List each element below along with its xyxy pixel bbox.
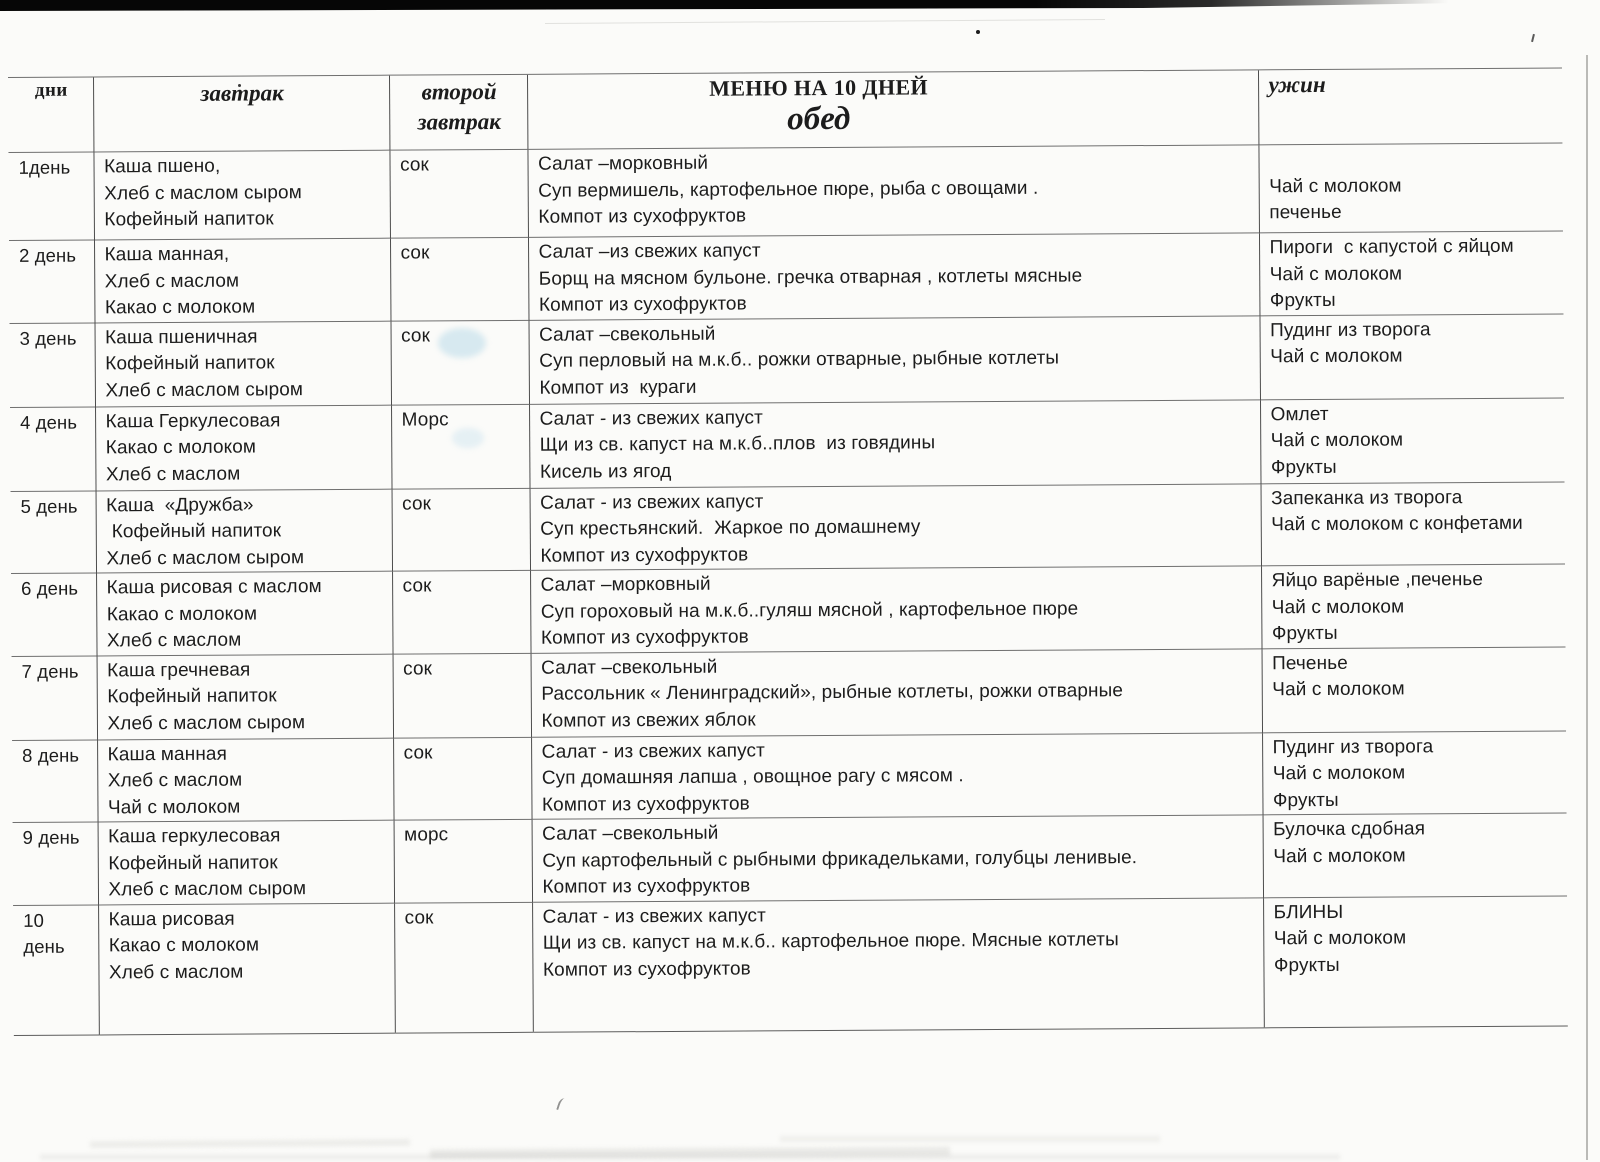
menu-line: Фрукты — [1272, 789, 1339, 811]
menu-line: Чай с молоком — [1269, 174, 1402, 197]
menu-main-title: МЕНЮ НА 10 ДНЕЙ — [709, 74, 929, 101]
day-cell — [13, 822, 99, 905]
second-breakfast-cell — [392, 570, 531, 653]
menu-line: Хлеб с маслом — [106, 629, 242, 652]
menu-line: Печенье — [1272, 652, 1348, 674]
menu-line: Кофейный напиток — [108, 851, 278, 874]
menu-line: Каша рисовая с маслом — [106, 576, 322, 599]
dinner-cell — [1261, 564, 1565, 648]
column-header-second-breakfast: второй завтрак — [389, 74, 527, 150]
menu-line: Хлеб с маслом — [108, 961, 244, 983]
menu-line: Компот из свежих яблок — [541, 708, 756, 732]
scan-bottom-smudge — [90, 1139, 410, 1148]
menu-line: Каша пшеничная — [105, 325, 258, 348]
menu-line: Компот из сухофруктов — [540, 626, 749, 649]
scan-speck-artifact — [976, 30, 980, 34]
menu-line: Пироги с капустой с яйцом — [1269, 235, 1514, 259]
menu-line: Салат - из свежих капуст — [540, 490, 764, 514]
scan-speck-artifact — [1531, 34, 1535, 42]
scan-page-edge-line — [1586, 55, 1588, 1160]
dinner-cell — [1262, 646, 1567, 732]
menu-line: Каша геркулесовая — [108, 825, 281, 848]
menu-line: Кофейный напиток — [104, 208, 274, 231]
menu-line: Компот из сухофруктов — [538, 293, 747, 316]
menu-line: Суп домашняя лапша , овощное рагу с мясом . — [541, 765, 964, 789]
lunch-cell — [532, 815, 1263, 902]
menu-line: Компот из сухофруктов — [538, 205, 747, 228]
menu-line: Каша Геркулесовая — [105, 409, 281, 432]
menu-line: Чай с молоком — [1271, 595, 1405, 618]
second-breakfast-cell — [392, 488, 531, 571]
menu-line: Каша манная, — [104, 243, 230, 266]
menu-line: сок — [399, 154, 430, 176]
menu-line: Кофейный напиток — [107, 685, 277, 708]
menu-line: сок — [401, 324, 431, 347]
dinner-cell — [1259, 231, 1563, 315]
menu-line: Чай с молоком — [107, 796, 241, 818]
day-cell — [13, 904, 99, 1035]
menu-line: Фрукты — [1273, 954, 1340, 976]
lunch-cell — [530, 483, 1261, 570]
menu-line: 9 день — [22, 826, 80, 848]
menu-line: сок — [402, 575, 432, 597]
day-cell — [11, 573, 97, 656]
menu-line: Кофейный напиток — [106, 520, 282, 543]
menu-line: Какао с молоком — [106, 602, 258, 625]
second-breakfast-cell — [394, 902, 533, 1033]
menu-line: Суп крестьянский. Жаркое по домашнему — [540, 516, 921, 540]
breakfast-cell — [95, 321, 392, 407]
menu-line: 3 день — [19, 327, 77, 349]
menu-line: 1день — [18, 156, 71, 178]
menu-line: Булочка сдобная — [1273, 818, 1426, 841]
breakfast-cell — [98, 820, 394, 904]
menu-line: Хлеб с маслом сыром — [104, 181, 302, 204]
menu-line: Компот из сухофруктов — [542, 957, 751, 981]
menu-line: Салат - из свежих капуст — [542, 904, 766, 928]
menu-line: Чай с молоком — [1272, 678, 1405, 701]
menu-line: печенье — [1269, 201, 1342, 224]
second-breakfast-cell — [393, 737, 532, 820]
lunch-cell — [531, 732, 1262, 819]
menu-line: Какао с молоком — [104, 296, 256, 319]
menu-line: Каша манная — [107, 743, 227, 765]
menu-line: Хлеб с маслом сыром — [107, 711, 306, 734]
menu-line: Щи из св. капуст на м.к.б..плов из говядины — [539, 432, 936, 456]
menu-line: Чай с молоком — [1270, 345, 1403, 368]
menu-line: Хлеб с маслом — [105, 463, 241, 485]
menu-line: 8 день — [22, 744, 80, 766]
dinner-cell — [1261, 481, 1565, 565]
second-breakfast-cell — [390, 320, 529, 405]
menu-line: 6 день — [21, 577, 79, 599]
lunch-cell — [529, 399, 1260, 487]
menu-line: Суп гороховый на м.к.б..гуляш мясной , картофельное пюре — [540, 597, 1079, 623]
day-cell — [11, 490, 97, 573]
second-breakfast-cell — [390, 237, 529, 320]
menu-line: Хлеб с маслом — [107, 769, 243, 792]
menu-row — [13, 895, 1568, 1034]
breakfast-cell — [97, 654, 394, 740]
menu-line: Пудинг из творога — [1272, 735, 1434, 758]
menu-row — [13, 813, 1567, 905]
menu-line: Чай с молоком — [1270, 429, 1404, 452]
lunch-cell — [532, 897, 1264, 1031]
menu-line: Салат - из свежих капуст — [541, 739, 765, 763]
menu-line: Какао с молоком — [108, 934, 260, 957]
second-breakfast-cell — [389, 149, 528, 238]
breakfast-cell — [97, 738, 393, 822]
menu-row — [12, 730, 1566, 822]
menu-line: Салат –свекольный — [541, 656, 718, 679]
menu-line: 5 день — [20, 495, 78, 517]
menu-line: Яйцо варёные ,печенье — [1271, 568, 1484, 592]
menu-line: Пудинг из творога — [1270, 318, 1431, 341]
menu-line: Каша «Дружба» — [106, 494, 254, 516]
menu-line: Хлеб с маслом сыром — [108, 878, 307, 901]
menu-line: Фрукты — [1270, 456, 1337, 478]
column-header-dinner: ужин — [1258, 68, 1562, 145]
menu-line: морс — [404, 824, 449, 846]
menu-line: Щи из св. капуст на м.к.б.. картофельное пюре. Мясные котлеты — [542, 929, 1119, 954]
menu-line: Борщ на мясном бульоне. гречка отварная , котлеты мясные — [538, 264, 1083, 290]
day-cell — [12, 739, 98, 822]
breakfast-cell — [93, 150, 390, 240]
day-cell — [8, 152, 94, 241]
menu-line: Компот из сухофруктов — [542, 875, 751, 898]
menu-line: Хлеб с маслом — [104, 270, 240, 292]
menu-line: Салат –свекольный — [539, 323, 716, 346]
menu-row — [11, 564, 1565, 656]
breakfast-cell — [94, 238, 390, 322]
menu-row — [10, 398, 1564, 491]
menu-row — [8, 143, 1563, 240]
second-breakfast-cell — [394, 819, 533, 902]
menu-line: Компот из кураги — [539, 376, 697, 399]
menu-line: Хлеб с маслом сыром — [106, 546, 305, 569]
lunch-header-label: обед — [787, 100, 851, 138]
menu-line: 4 день — [20, 411, 78, 433]
menu-line: Салат –морковный — [540, 573, 711, 596]
breakfast-cell — [95, 405, 392, 491]
menu-line: Запеканка из творога — [1271, 486, 1463, 509]
dinner-cell — [1260, 398, 1565, 484]
menu-line: Компот из сухофруктов — [540, 543, 749, 567]
day-cell — [9, 240, 95, 323]
menu-line: Чай с молоком — [1269, 262, 1403, 285]
second-breakfast-cell — [393, 653, 532, 738]
scan-faint-line-artifact — [545, 19, 1105, 24]
dinner-cell — [1259, 314, 1564, 400]
menu-line: Чай с молоком — [1272, 762, 1406, 785]
menu-line: Суп картофельный с рыбными фрикадельками, голубцы ленивые. — [542, 846, 1138, 872]
dinner-cell — [1262, 730, 1566, 814]
menu-line: сок — [400, 242, 430, 264]
dinner-cell — [1258, 143, 1563, 233]
menu-line: Чай с молоком с конфетами — [1271, 512, 1523, 536]
menu-line: 7 день — [21, 660, 79, 682]
lunch-cell — [531, 648, 1262, 736]
scan-pen-squiggle — [556, 1097, 568, 1112]
scan-top-band-artifact — [0, 0, 1478, 11]
menu-line: Каша гречневая — [107, 659, 251, 681]
menu-line: Компот из сухофруктов — [541, 792, 750, 816]
dinner-cell — [1263, 813, 1567, 897]
lunch-cell — [528, 315, 1259, 403]
menu-line: Суп вермишель, картофельное пюре, рыба с овощами . — [538, 177, 1039, 202]
breakfast-cell — [96, 571, 392, 655]
menu-line: сок — [402, 492, 432, 515]
menu-line: Салат –морковный — [537, 152, 709, 175]
menu-row — [9, 231, 1563, 323]
column-header-lunch — [527, 70, 1258, 149]
menu-line: сок — [403, 741, 433, 764]
menu-line: сок — [404, 906, 434, 929]
menu-line: Суп перловый на м.к.б.. рожки отварные, рыбные котлеты — [539, 347, 1060, 372]
menu-line: Какао с молоком — [105, 436, 257, 459]
menu-line: Каша пшено, — [103, 155, 221, 178]
column-header-days: дни — [8, 77, 93, 153]
scan-bottom-smudge — [40, 1154, 1340, 1160]
menu-row — [12, 646, 1566, 739]
menu-line: 2 день — [19, 244, 77, 266]
lunch-cell — [530, 566, 1261, 653]
day-cell — [12, 655, 98, 740]
dinner-cell — [1263, 895, 1568, 1027]
column-header-breakfast: завтрак — [93, 75, 389, 152]
lunch-cell — [527, 145, 1259, 237]
menu-row — [11, 481, 1565, 573]
menu-line: Фрукты — [1271, 622, 1338, 645]
menu-line: Кисель из ягод — [539, 460, 672, 483]
menu-line: БЛИНЫ — [1273, 901, 1344, 923]
menu-line: Фрукты — [1269, 289, 1336, 312]
menu-line: Салат - из свежих капуст — [539, 406, 763, 430]
header-row — [8, 68, 1562, 152]
menu-line: Омлет — [1270, 403, 1329, 425]
menu-line: сок — [403, 657, 433, 680]
menu-line: Морс — [401, 408, 449, 431]
breakfast-cell — [98, 903, 395, 1035]
menu-line: Кофейный напиток — [105, 352, 275, 375]
scan-bottom-smudge — [780, 1136, 1160, 1142]
menu-line: Хлеб с маслом сыром — [105, 378, 304, 401]
day-cell — [10, 406, 96, 491]
menu-line: 10 день — [23, 909, 65, 957]
menu-table — [8, 68, 1568, 1036]
menu-line: Чай с молоком — [1273, 844, 1406, 867]
lunch-cell — [528, 233, 1259, 320]
menu-line: Чай с молоком — [1273, 927, 1407, 950]
menu-line: Салат –из свежих капуст — [538, 240, 761, 263]
menu-row — [10, 314, 1564, 407]
breakfast-cell — [96, 489, 392, 573]
menu-line: Каша рисовая — [108, 908, 235, 930]
menu-line: Рассольник « Ленинградский», рыбные котлеты, рожки отварные — [541, 680, 1124, 705]
menu-line — [1269, 146, 1555, 174]
second-breakfast-cell — [391, 404, 530, 489]
day-cell — [10, 322, 96, 407]
menu-line: Салат –свекольный — [542, 822, 719, 845]
